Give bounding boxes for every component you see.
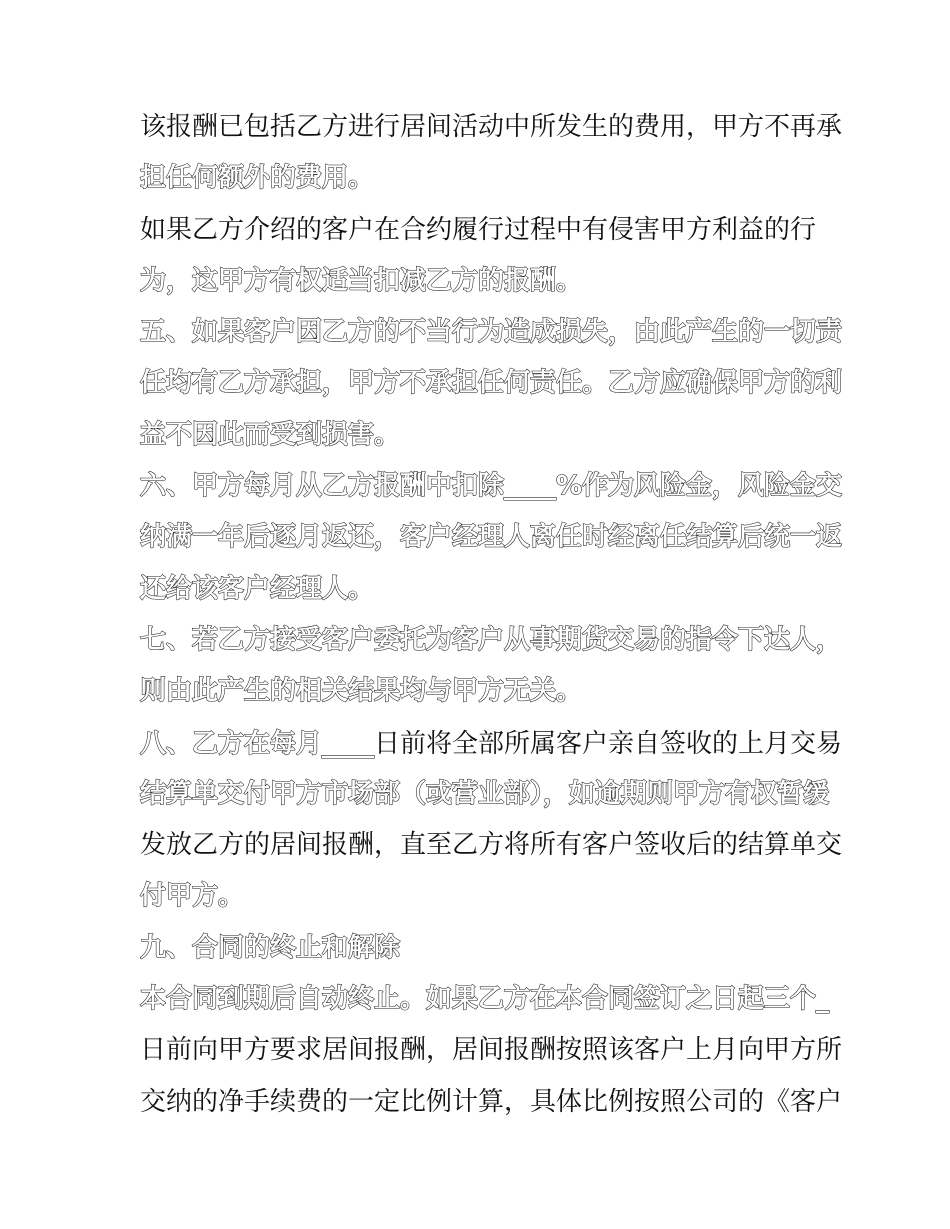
clause-8-line-4: 付甲方。 — [140, 881, 245, 912]
clause-8-heading: 八、乙方在每月____ — [140, 728, 375, 759]
clause-9-line-2: 日前向甲方要求居间报酬，居间报酬按照该客户上月向甲方所 — [140, 1035, 843, 1066]
clause-5-line-2: 任均有乙方承担，甲方不承担任何责任。乙方应确保甲方的利 — [140, 368, 843, 399]
clause-6-line-2: 纳满一年后逐月返还，客户经理人离任时经离任结算后统一返 — [140, 522, 843, 553]
text-line-2: 担任何额外的费用。 — [140, 163, 375, 194]
clause-6-line-3: 还给该客户经理人。 — [140, 573, 375, 604]
clause-6-line-1: 六、甲方每月从乙方报酬中扣除____%作为风险金，风险金交 — [140, 471, 843, 502]
text-line-3: 如果乙方介绍的客户在合约履行过程中有侵害甲方利益的行 — [140, 214, 817, 245]
clause-8-line-3: 发放乙方的居间报酬，直至乙方将所有客户签收后的结算单交 — [140, 830, 843, 861]
document-body — [140, 102, 843, 1128]
clause-8-line-2: 结算单交付甲方市场部（或营业部），如逾期则甲方有权暂缓 — [140, 778, 830, 809]
text-line-4: 为，这甲方有权适当扣减乙方的报酬。 — [140, 265, 583, 296]
clause-9-line-3: 交纳的净手续费的一定比例计算，具体比例按照公司的《客户 — [140, 1086, 843, 1117]
clause-7-line-2: 则由此产生的相关结果均与甲方无关。 — [140, 676, 583, 707]
clause-8-line-1 — [140, 718, 843, 769]
clause-7-line-1: 七、若乙方接受客户委托为客户从事期货交易的指令下达人， — [140, 624, 843, 655]
clause-5-line-1: 五、如果客户因乙方的不当行为造成损失，由此产生的一切责 — [140, 317, 843, 348]
clause-5-line-3: 益不因此而受到损害。 — [140, 419, 401, 450]
clause-8-continuation: 日前将全部所属客户亲自签收的上月交易 — [374, 728, 843, 759]
clause-9-heading: 九、合同的终止和解除 — [140, 932, 401, 963]
text-line-1: 该报酬已包括乙方进行居间活动中所发生的费用，甲方不再承 — [140, 112, 843, 142]
clause-9-line-1: 本合同到期后自动终止。如果乙方在本合同签订之日起三个_ — [140, 984, 830, 1015]
